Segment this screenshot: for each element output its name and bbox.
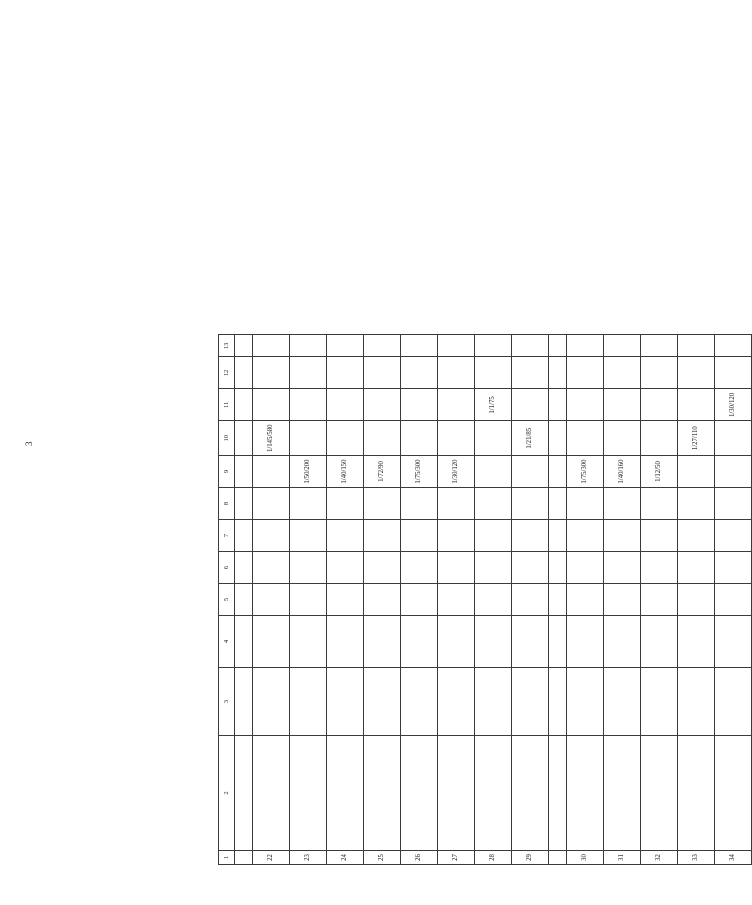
empty-cell	[549, 357, 567, 389]
year-cell	[678, 335, 715, 357]
year-cell	[327, 335, 364, 357]
year-cell	[715, 552, 752, 584]
work-type	[641, 668, 678, 736]
work-type	[290, 668, 327, 736]
year-cell	[567, 488, 604, 520]
column-number: 9	[219, 456, 235, 488]
district-title	[549, 736, 567, 851]
year-value-col11	[641, 389, 678, 421]
year-value-col11	[253, 389, 290, 421]
year-cell	[512, 488, 549, 520]
empty-cell	[235, 488, 253, 520]
column-number-row	[219, 335, 235, 865]
object-name	[715, 736, 752, 851]
year-cell	[475, 488, 512, 520]
year-cell	[567, 552, 604, 584]
year-cell	[475, 335, 512, 357]
year-cell	[327, 488, 364, 520]
year-value-col10	[641, 421, 678, 456]
work-type	[475, 668, 512, 736]
row-number: 29	[512, 851, 549, 865]
year-cell	[253, 584, 290, 616]
object-name	[604, 736, 641, 851]
year-cell	[253, 357, 290, 389]
table-row	[475, 335, 512, 865]
year-value-col9: 1/50/200	[290, 456, 327, 488]
year-cell	[327, 552, 364, 584]
year-cell	[567, 357, 604, 389]
year-cell	[327, 584, 364, 616]
table-row	[604, 335, 641, 865]
empty-cell	[235, 357, 253, 389]
year-cell	[678, 520, 715, 552]
year-value-col10	[475, 421, 512, 456]
work-type	[253, 668, 290, 736]
year-value-col9	[678, 456, 715, 488]
empty-cell	[549, 456, 567, 488]
year-value-col10	[604, 421, 641, 456]
year-cell	[604, 584, 641, 616]
year-cell	[290, 335, 327, 357]
table-row	[678, 335, 715, 865]
year-cell	[715, 335, 752, 357]
objects-table	[218, 334, 752, 865]
empty-cell	[235, 335, 253, 357]
year-value-col11	[438, 389, 475, 421]
year-cell	[604, 357, 641, 389]
empty-cell	[235, 668, 253, 736]
year-value-col11: 1/30/120	[715, 389, 752, 421]
year-cell	[567, 584, 604, 616]
year-cell	[364, 584, 401, 616]
column-number: 8	[219, 488, 235, 520]
table-row	[327, 335, 364, 865]
year-value-col10	[290, 421, 327, 456]
empty-cell	[549, 520, 567, 552]
table-row	[641, 335, 678, 865]
empty-cell	[549, 851, 567, 865]
year-cell	[641, 488, 678, 520]
year-cell	[641, 520, 678, 552]
table-row	[253, 335, 290, 865]
row-number: 34	[715, 851, 752, 865]
year-cell	[567, 335, 604, 357]
year-cell	[253, 520, 290, 552]
measure-unit	[253, 616, 290, 668]
year-cell	[401, 357, 438, 389]
year-value-col9: 1/12/50	[641, 456, 678, 488]
work-type	[327, 668, 364, 736]
row-number: 28	[475, 851, 512, 865]
row-number: 31	[604, 851, 641, 865]
measure-unit	[715, 616, 752, 668]
row-number: 27	[438, 851, 475, 865]
work-type	[567, 668, 604, 736]
year-cell	[715, 488, 752, 520]
measure-unit	[512, 616, 549, 668]
year-cell	[512, 520, 549, 552]
year-cell	[438, 357, 475, 389]
year-cell	[641, 357, 678, 389]
year-cell	[567, 520, 604, 552]
year-cell	[401, 584, 438, 616]
year-cell	[290, 520, 327, 552]
work-type	[438, 668, 475, 736]
empty-cell	[549, 584, 567, 616]
work-type	[604, 668, 641, 736]
row-number: 22	[253, 851, 290, 865]
year-cell	[678, 552, 715, 584]
year-cell	[641, 584, 678, 616]
year-cell	[364, 335, 401, 357]
table-row	[438, 335, 475, 865]
year-cell	[512, 584, 549, 616]
year-cell	[641, 552, 678, 584]
document-header	[120, 120, 128, 420]
object-name	[327, 736, 364, 851]
empty-cell	[235, 584, 253, 616]
row-number: 24	[327, 851, 364, 865]
year-cell	[475, 520, 512, 552]
year-cell	[290, 552, 327, 584]
year-value-col9: 1/75/300	[401, 456, 438, 488]
year-cell	[327, 357, 364, 389]
year-value-col11: 1/1/75	[475, 389, 512, 421]
year-value-col10	[567, 421, 604, 456]
empty-cell	[235, 389, 253, 421]
measure-unit	[604, 616, 641, 668]
year-value-col11	[401, 389, 438, 421]
work-type	[678, 668, 715, 736]
object-name	[438, 736, 475, 851]
column-number: 4	[219, 616, 235, 668]
work-type	[715, 668, 752, 736]
year-cell	[253, 335, 290, 357]
measure-unit	[678, 616, 715, 668]
district-row	[549, 335, 567, 865]
row-number: 32	[641, 851, 678, 865]
year-cell	[290, 488, 327, 520]
object-name	[364, 736, 401, 851]
year-cell	[290, 584, 327, 616]
object-name	[253, 736, 290, 851]
empty-cell	[549, 421, 567, 456]
column-number: 7	[219, 520, 235, 552]
year-value-col11	[327, 389, 364, 421]
row-number: 33	[678, 851, 715, 865]
empty-cell	[235, 552, 253, 584]
year-cell	[512, 552, 549, 584]
district-title	[235, 736, 253, 851]
column-number: 6	[219, 552, 235, 584]
table-row	[567, 335, 604, 865]
year-cell	[401, 520, 438, 552]
table-row	[401, 335, 438, 865]
year-value-col10	[438, 421, 475, 456]
year-cell	[715, 357, 752, 389]
year-cell	[715, 584, 752, 616]
year-cell	[475, 552, 512, 584]
year-cell	[678, 584, 715, 616]
object-name	[678, 736, 715, 851]
year-value-col10: 1/145/580	[253, 421, 290, 456]
year-cell	[438, 552, 475, 584]
year-cell	[641, 335, 678, 357]
year-value-col10	[715, 421, 752, 456]
year-cell	[401, 552, 438, 584]
year-value-col11	[512, 389, 549, 421]
object-name	[475, 736, 512, 851]
year-cell	[364, 552, 401, 584]
year-cell	[438, 488, 475, 520]
year-value-col11	[678, 389, 715, 421]
district-row	[235, 335, 253, 865]
year-cell	[401, 488, 438, 520]
year-value-col10	[401, 421, 438, 456]
year-cell	[327, 520, 364, 552]
measure-unit	[401, 616, 438, 668]
table-row	[512, 335, 549, 865]
year-cell	[253, 488, 290, 520]
year-cell	[604, 552, 641, 584]
empty-cell	[549, 488, 567, 520]
empty-cell	[235, 851, 253, 865]
row-number: 25	[364, 851, 401, 865]
year-value-col9: 1/72/90	[364, 456, 401, 488]
empty-cell	[235, 421, 253, 456]
year-value-col11	[604, 389, 641, 421]
work-type	[401, 668, 438, 736]
empty-cell	[235, 456, 253, 488]
year-value-col9	[512, 456, 549, 488]
year-value-col11	[290, 389, 327, 421]
empty-cell	[235, 616, 253, 668]
object-name	[567, 736, 604, 851]
year-value-col9: 1/30/120	[438, 456, 475, 488]
year-value-col9: 1/40/160	[604, 456, 641, 488]
column-number: 2	[219, 736, 235, 851]
year-value-col9: 1/75/300	[567, 456, 604, 488]
measure-unit	[438, 616, 475, 668]
year-value-col9	[715, 456, 752, 488]
year-cell	[512, 335, 549, 357]
year-cell	[290, 357, 327, 389]
empty-cell	[549, 668, 567, 736]
table-row	[364, 335, 401, 865]
object-name	[401, 736, 438, 851]
year-cell	[512, 357, 549, 389]
year-cell	[475, 357, 512, 389]
measure-unit	[327, 616, 364, 668]
empty-cell	[549, 552, 567, 584]
year-value-col9	[253, 456, 290, 488]
year-cell	[604, 520, 641, 552]
year-cell	[604, 335, 641, 357]
measure-unit	[290, 616, 327, 668]
column-number: 10	[219, 421, 235, 456]
table-row	[290, 335, 327, 865]
row-number: 23	[290, 851, 327, 865]
year-cell	[364, 488, 401, 520]
year-cell	[438, 584, 475, 616]
table-row	[715, 335, 752, 865]
year-value-col10: 1/27/110	[678, 421, 715, 456]
object-name	[290, 736, 327, 851]
year-cell	[364, 520, 401, 552]
row-number: 30	[567, 851, 604, 865]
measure-unit	[364, 616, 401, 668]
work-type	[512, 668, 549, 736]
page-number: 3	[24, 441, 34, 446]
row-number: 26	[401, 851, 438, 865]
year-value-col10	[364, 421, 401, 456]
column-number: 12	[219, 357, 235, 389]
year-cell	[438, 520, 475, 552]
column-number: 5	[219, 584, 235, 616]
document-sheet	[100, 110, 736, 880]
year-cell	[438, 335, 475, 357]
empty-cell	[549, 389, 567, 421]
object-name	[512, 736, 549, 851]
column-number: 11	[219, 389, 235, 421]
object-name	[641, 736, 678, 851]
year-cell	[715, 520, 752, 552]
year-cell	[604, 488, 641, 520]
year-value-col9	[475, 456, 512, 488]
year-value-col10	[327, 421, 364, 456]
measure-unit	[475, 616, 512, 668]
year-value-col11	[364, 389, 401, 421]
year-cell	[678, 488, 715, 520]
year-cell	[475, 584, 512, 616]
year-value-col10: 1/21/85	[512, 421, 549, 456]
year-cell	[678, 357, 715, 389]
column-number: 1	[219, 851, 235, 865]
empty-cell	[549, 616, 567, 668]
year-cell	[364, 357, 401, 389]
year-value-col11	[567, 389, 604, 421]
year-cell	[253, 552, 290, 584]
column-number: 3	[219, 668, 235, 736]
empty-cell	[235, 520, 253, 552]
work-type	[364, 668, 401, 736]
empty-cell	[549, 335, 567, 357]
measure-unit	[641, 616, 678, 668]
year-value-col9: 1/40/150	[327, 456, 364, 488]
measure-unit	[567, 616, 604, 668]
column-number: 13	[219, 335, 235, 357]
year-cell	[401, 335, 438, 357]
